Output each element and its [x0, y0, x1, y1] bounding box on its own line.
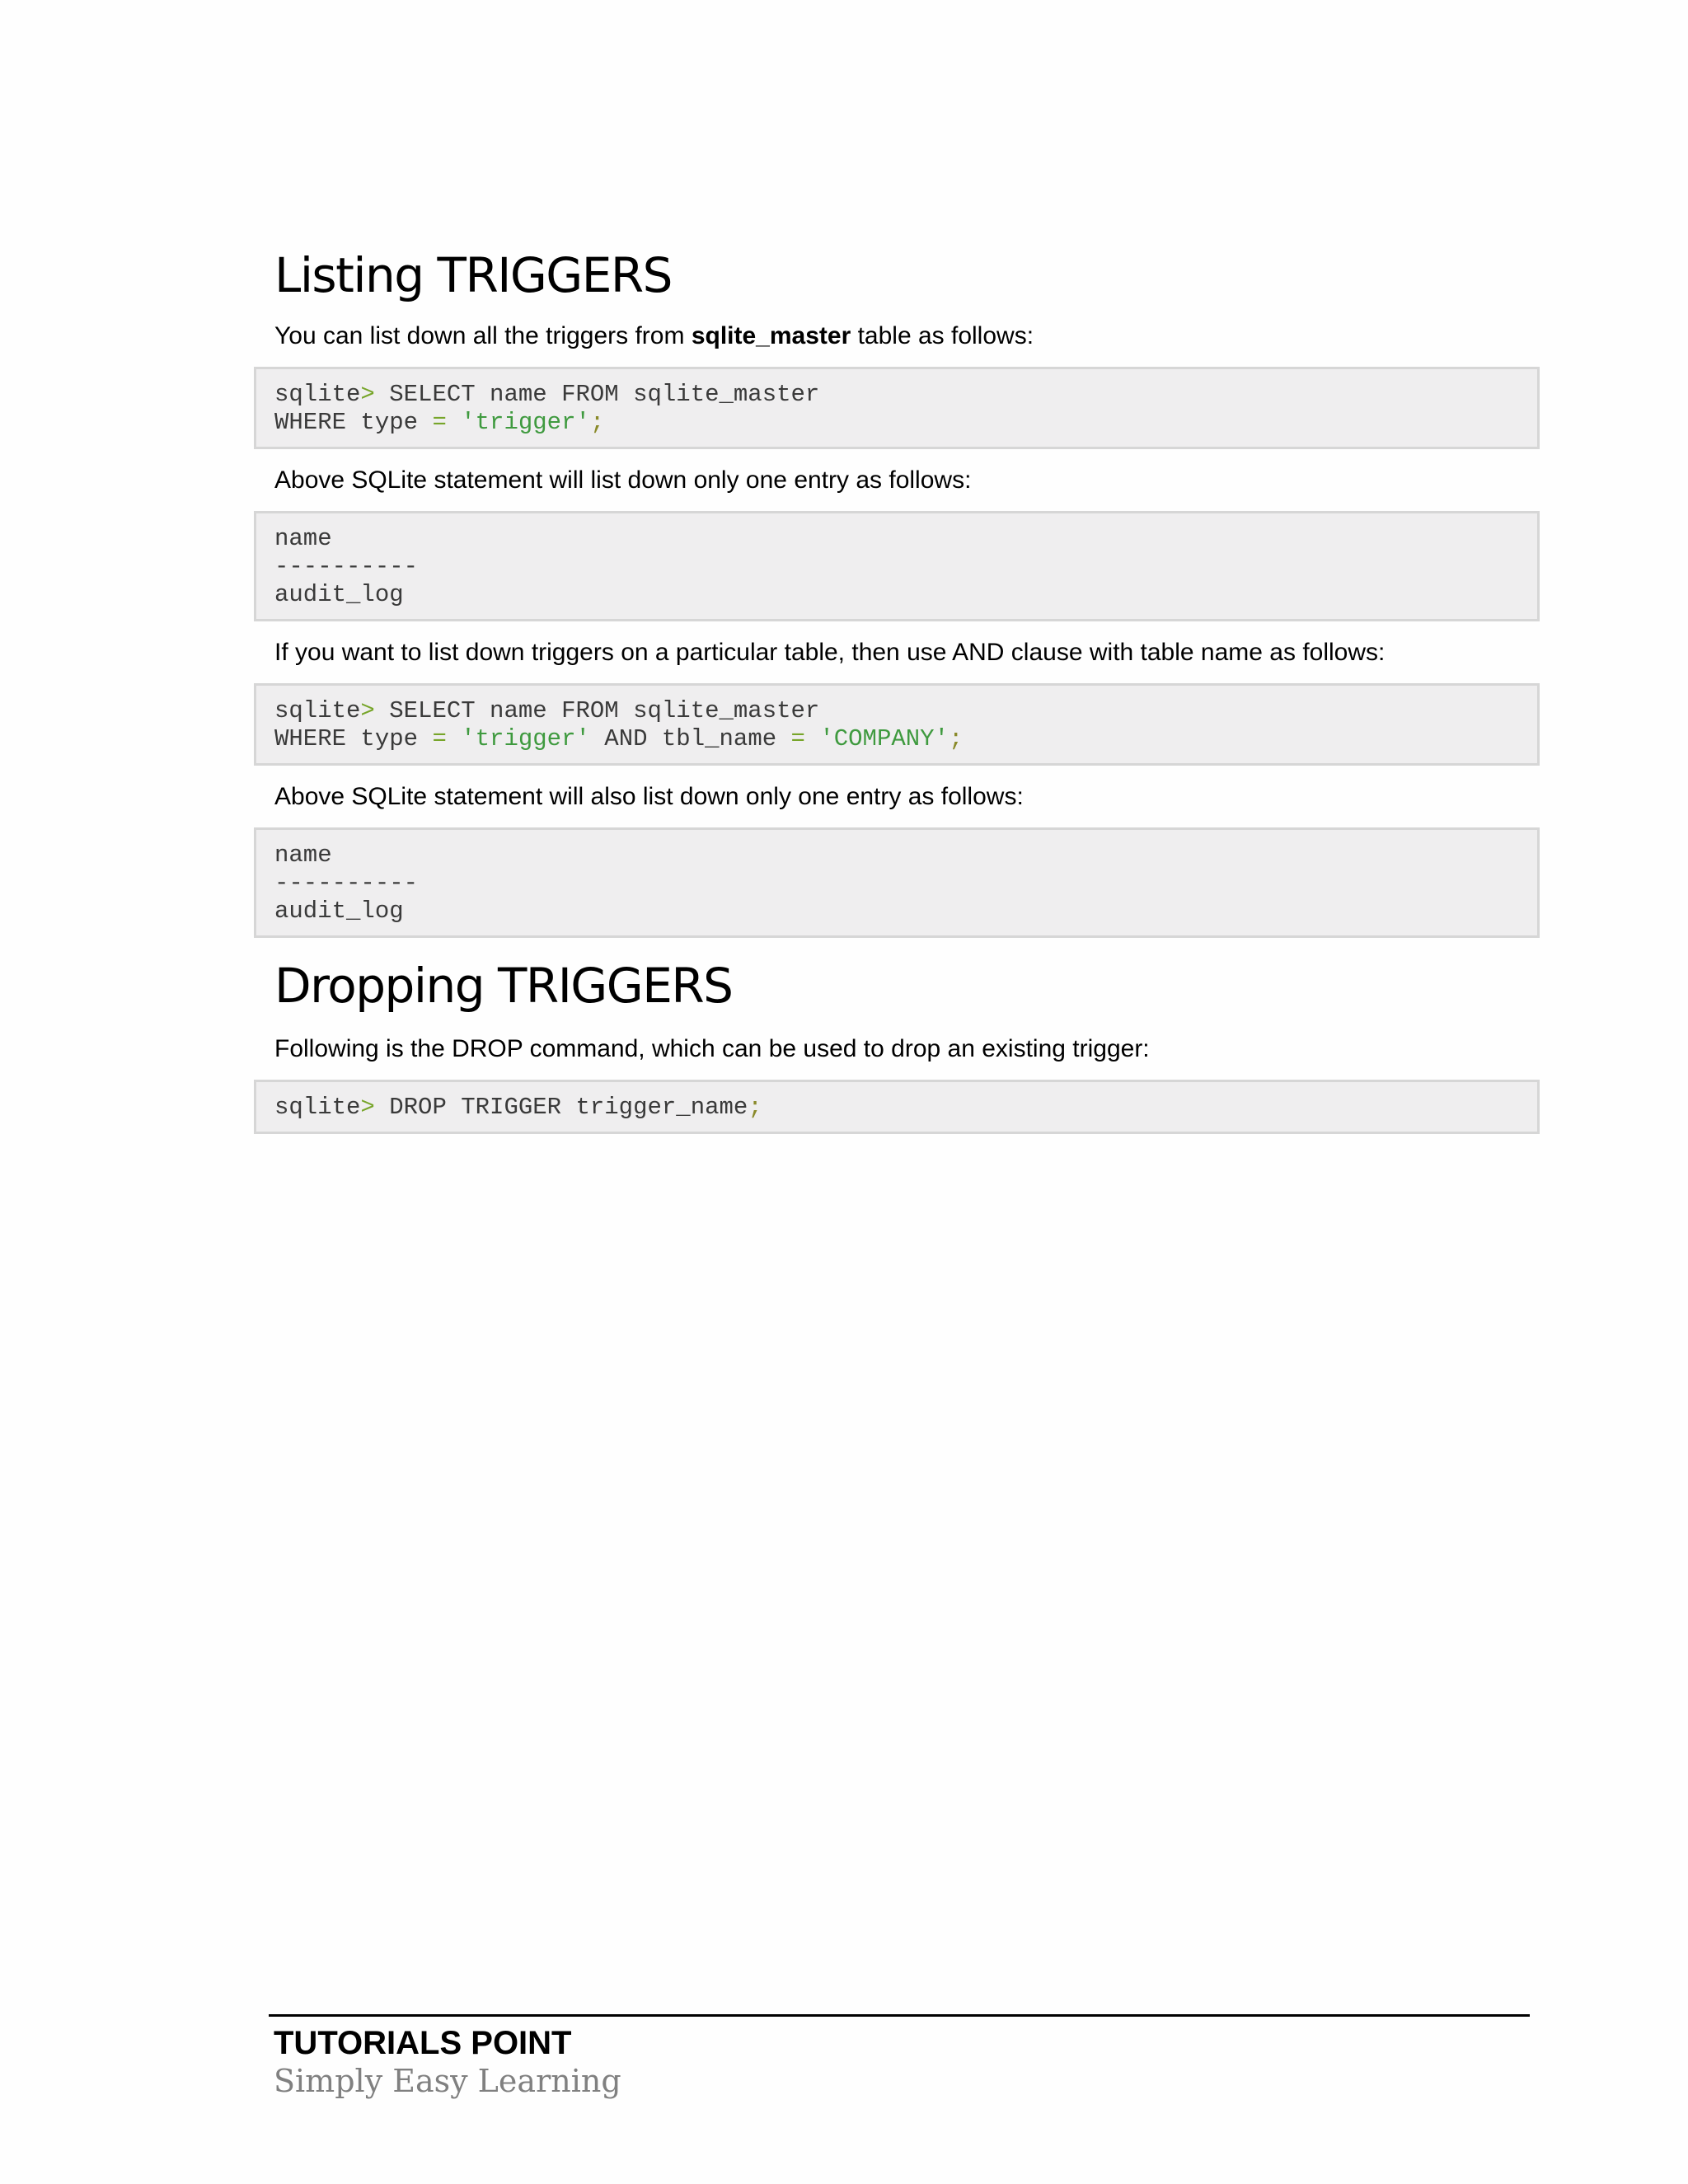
code-text: WHERE type: [274, 408, 433, 436]
output-separator: ----------: [274, 552, 419, 580]
output-value: audit_log: [274, 897, 404, 925]
output-description-paragraph-2: Above SQLite statement will also list down only one entry as follows:: [274, 782, 1024, 810]
code-text: SELECT name FROM sqlite_master: [374, 380, 820, 408]
code-operator: =: [432, 408, 447, 436]
code-line: [274, 409, 1521, 437]
output-block-triggers-by-table: [254, 827, 1540, 938]
code-operator: =: [432, 724, 447, 752]
listing-intro-paragraph: [254, 320, 1540, 352]
code-space: [447, 409, 461, 436]
output-value: audit_log: [274, 580, 404, 608]
intro-text-before: You can list down all the triggers from: [274, 321, 692, 349]
code-line: [274, 725, 1521, 753]
code-block-list-triggers: [254, 367, 1540, 449]
output-description-paragraph: Above SQLite statement will list down only one entry as follows:: [274, 466, 972, 494]
footer-divider: [269, 2014, 1530, 2017]
page-footer: [269, 2014, 1530, 2099]
code-string: 'trigger': [461, 724, 590, 752]
code-prompt-symbol: >: [360, 380, 375, 408]
code-semicolon: ;: [748, 1094, 762, 1122]
code-operator: =: [790, 724, 805, 752]
code-text: WHERE type: [274, 724, 433, 752]
output-separator: ----------: [274, 869, 419, 897]
code-block-drop-trigger: [254, 1080, 1540, 1134]
code-prompt: sqlite: [274, 696, 361, 724]
section-title-dropping-triggers: Dropping TRIGGERS: [274, 957, 733, 1014]
code-semicolon: ;: [589, 408, 605, 436]
footer-brand: TUTORIALS POINT: [274, 2025, 572, 2061]
code-string: 'trigger': [461, 408, 590, 436]
footer-tagline: Simply Easy Learning: [274, 2063, 621, 2099]
code-text: SELECT name FROM sqlite_master: [374, 696, 820, 724]
code-prompt: sqlite: [274, 380, 361, 408]
code-line: [274, 697, 1521, 725]
drop-intro-paragraph: Following is the DROP command, which can be used to drop an existing trigger:: [274, 1035, 1150, 1063]
intro-text-after: table as follows:: [851, 321, 1034, 349]
table-filter-paragraph: If you want to list down triggers on a particular table, then use AND clause with table name as follows:: [274, 638, 1386, 666]
code-semicolon: ;: [948, 724, 964, 752]
output-header: name: [274, 524, 332, 552]
code-prompt-symbol: >: [360, 1094, 375, 1122]
code-prompt: sqlite: [274, 1094, 361, 1122]
code-prompt-symbol: >: [360, 696, 375, 724]
code-text: AND tbl_name: [589, 724, 791, 752]
section-title-listing-triggers: Listing TRIGGERS: [274, 247, 672, 303]
intro-bold-term: sqlite_master: [691, 321, 851, 349]
page-content: [254, 247, 1540, 1134]
code-string: 'COMPANY': [819, 724, 949, 752]
code-line: [274, 381, 1521, 409]
code-line: [274, 1094, 1521, 1122]
output-block-triggers: [254, 511, 1540, 621]
output-header: name: [274, 841, 332, 869]
code-text: DROP TRIGGER trigger_name: [374, 1094, 748, 1122]
code-block-list-triggers-by-table: [254, 683, 1540, 766]
